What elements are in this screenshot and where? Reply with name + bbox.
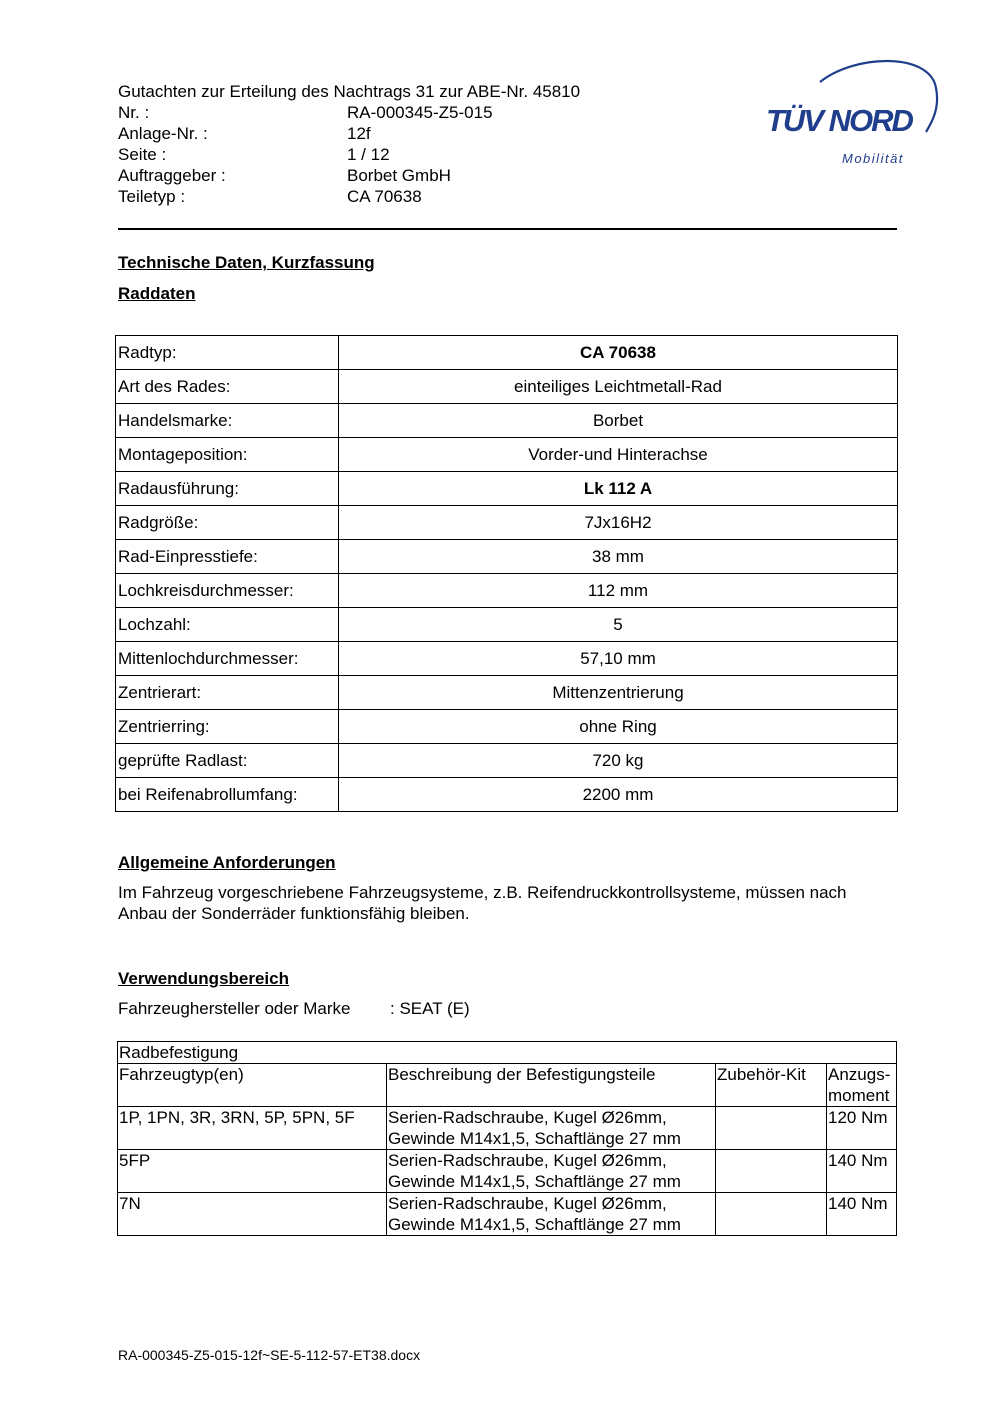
table-row [116, 336, 898, 370]
manufacturer-label: Fahrzeughersteller oder Marke [118, 999, 351, 1018]
row-value: Vorder-und Hinterachse [339, 438, 898, 472]
row-value: 5 [339, 608, 898, 642]
table-row [116, 472, 898, 506]
radbefestigung-table [117, 1041, 897, 1236]
table-row [116, 676, 898, 710]
column-header-zubehoer-kit: Zubehör-Kit [716, 1064, 827, 1107]
meta-row-teiletyp [118, 186, 493, 207]
table-header-row [118, 1064, 897, 1107]
meta-label: Anlage-Nr. : [118, 124, 208, 143]
raddaten-table [115, 335, 898, 812]
table-row [116, 778, 898, 812]
table-row [116, 608, 898, 642]
row-value: 38 mm [339, 540, 898, 574]
meta-label: Nr. : [118, 103, 150, 122]
row-label: Handelsmarke: [116, 404, 339, 438]
cell-zubehoer-kit [716, 1193, 827, 1236]
section-heading-technische-daten: Technische Daten, Kurzfassung [118, 253, 375, 272]
cell-fahrzeugtyp: 1P, 1PN, 3R, 3RN, 5P, 5PN, 5F [118, 1107, 387, 1150]
meta-value: Borbet GmbH [347, 166, 451, 185]
meta-row-auftraggeber [118, 165, 493, 186]
row-label: Montageposition: [116, 438, 339, 472]
row-value: Lk 112 A [339, 472, 898, 506]
table-row [118, 1150, 897, 1193]
row-label: Radgröße: [116, 506, 339, 540]
cell-fahrzeugtyp: 5FP [118, 1150, 387, 1193]
column-header-beschreibung: Beschreibung der Befestigungsteile [387, 1064, 716, 1107]
row-value: ohne Ring [339, 710, 898, 744]
cell-beschreibung: Serien-Radschraube, Kugel Ø26mm, Gewinde M14x1,5, Schaftlänge 27 mm [387, 1193, 716, 1236]
cell-beschreibung: Serien-Radschraube, Kugel Ø26mm, Gewinde M14x1,5, Schaftlänge 27 mm [387, 1150, 716, 1193]
table-row [116, 540, 898, 574]
row-value: 57,10 mm [339, 642, 898, 676]
row-value: Mittenzentrierung [339, 676, 898, 710]
tuv-nord-logo [760, 58, 940, 178]
header-divider [118, 228, 897, 230]
table-row [116, 370, 898, 404]
cell-anzugsmoment: 140 Nm [827, 1150, 897, 1193]
row-label: Zentrierring: [116, 710, 339, 744]
table-row [116, 438, 898, 472]
meta-value: 1 / 12 [347, 145, 390, 164]
allgemeine-anforderungen-text: Im Fahrzeug vorgeschriebene Fahrzeugsysteme, z.B. Reifendruckkontrollsysteme, müssen nach Anbau der Sonderräder funktionsfähig bleiben. [118, 883, 847, 923]
manufacturer-line [118, 998, 470, 1019]
row-value: 7Jx16H2 [339, 506, 898, 540]
meta-value: CA 70638 [347, 187, 422, 206]
manufacturer-value: : SEAT (E) [390, 999, 470, 1018]
row-label: geprüfte Radlast: [116, 744, 339, 778]
meta-row-seite [118, 144, 493, 165]
cell-fahrzeugtyp: 7N [118, 1193, 387, 1236]
row-label: Zentrierart: [116, 676, 339, 710]
cell-zubehoer-kit [716, 1107, 827, 1150]
row-label: Lochkreisdurchmesser: [116, 574, 339, 608]
table-row [116, 404, 898, 438]
row-value: 112 mm [339, 574, 898, 608]
row-value: Borbet [339, 404, 898, 438]
cell-anzugsmoment: 120 Nm [827, 1107, 897, 1150]
cell-beschreibung: Serien-Radschraube, Kugel Ø26mm, Gewinde M14x1,5, Schaftlänge 27 mm [387, 1107, 716, 1150]
row-label: bei Reifenabrollumfang: [116, 778, 339, 812]
section-heading-allgemeine-anforderungen: Allgemeine Anforderungen [118, 853, 336, 872]
meta-value: RA-000345-Z5-015 [347, 103, 493, 122]
meta-row-nr [118, 102, 493, 123]
table-caption-row [118, 1042, 897, 1064]
row-value: 2200 mm [339, 778, 898, 812]
table-row [118, 1193, 897, 1236]
table-row [116, 642, 898, 676]
row-value: 720 kg [339, 744, 898, 778]
row-value: CA 70638 [339, 336, 898, 370]
table-caption: Radbefestigung [118, 1042, 897, 1064]
row-label: Radtyp: [116, 336, 339, 370]
logo-tagline: Mobilität [842, 151, 904, 166]
column-header-anzugsmoment: Anzugs-moment [827, 1064, 897, 1107]
document-title: Gutachten zur Erteilung des Nachtrags 31 zur ABE-Nr. 45810 [118, 82, 581, 101]
header-meta [118, 102, 493, 207]
row-label: Lochzahl: [116, 608, 339, 642]
table-row [116, 574, 898, 608]
cell-zubehoer-kit [716, 1150, 827, 1193]
section-heading-verwendungsbereich: Verwendungsbereich [118, 969, 289, 988]
table-row [116, 506, 898, 540]
section-heading-raddaten: Raddaten [118, 284, 196, 303]
table-row [116, 710, 898, 744]
meta-label: Teiletyp : [118, 187, 186, 206]
meta-row-anlage [118, 123, 493, 144]
row-label: Radausführung: [116, 472, 339, 506]
logo-brand: TÜV NORD [766, 103, 912, 138]
meta-label: Auftraggeber : [118, 166, 226, 185]
table-row [116, 744, 898, 778]
row-label: Art des Rades: [116, 370, 339, 404]
row-label: Mittenlochdurchmesser: [116, 642, 339, 676]
footer-filename: RA-000345-Z5-015-12f~SE-5-112-57-ET38.docx [118, 1347, 421, 1363]
row-value: einteiliges Leichtmetall-Rad [339, 370, 898, 404]
row-label: Rad-Einpresstiefe: [116, 540, 339, 574]
column-header-fahrzeugtyp: Fahrzeugtyp(en) [118, 1064, 387, 1107]
meta-label: Seite : [118, 145, 167, 164]
cell-anzugsmoment: 140 Nm [827, 1193, 897, 1236]
meta-value: 12f [347, 124, 371, 143]
table-row [118, 1107, 897, 1150]
